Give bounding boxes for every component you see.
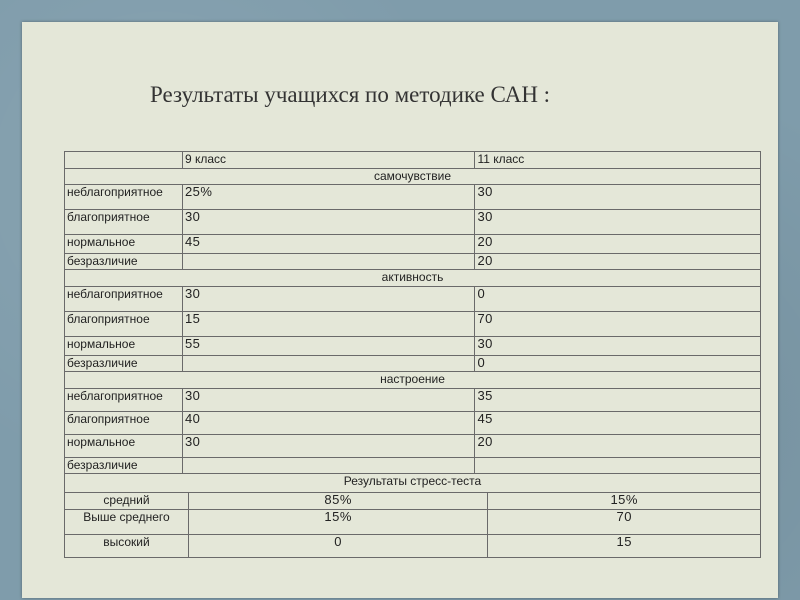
value-11-class: 15 — [488, 535, 761, 558]
value-11-class: 30 — [475, 210, 761, 235]
value-9-class: 30 — [182, 287, 474, 312]
value-11-class: 70 — [475, 312, 761, 337]
value-11-class: 15% — [488, 493, 761, 510]
row-label: благоприятное — [65, 412, 183, 435]
row-label: благоприятное — [65, 312, 183, 337]
value-11-class: 70 — [488, 510, 761, 535]
value-9-class: 15% — [188, 510, 487, 535]
value-9-class: 45 — [182, 235, 474, 254]
row-label: неблагоприятное — [65, 389, 183, 412]
value-11-class: 30 — [475, 185, 761, 210]
value-9-class: 0 — [188, 535, 487, 558]
section-row — [65, 372, 761, 389]
value-11-class: 20 — [475, 435, 761, 458]
value-9-class: 30 — [182, 210, 474, 235]
value-9-class: 55 — [182, 337, 474, 356]
row-label: неблагоприятное — [65, 287, 183, 312]
row-label: благоприятное — [65, 210, 183, 235]
value-9-class — [182, 254, 474, 270]
value-9-class — [182, 356, 474, 372]
value-9-class: 40 — [182, 412, 474, 435]
table-header-row — [65, 152, 761, 169]
section-row — [65, 169, 761, 185]
table-row — [65, 210, 761, 235]
row-label: нормальное — [65, 235, 183, 254]
value-11-class: 20 — [475, 235, 761, 254]
header-empty-cell — [65, 152, 183, 169]
section-title: настроение — [65, 372, 761, 389]
table-row — [65, 356, 761, 372]
page-title: Результаты учащихся по методике САН : — [150, 82, 551, 107]
value-11-class: 0 — [475, 356, 761, 372]
value-11-class: 35 — [475, 389, 761, 412]
table-row — [65, 337, 761, 356]
section-title: самочувствие — [65, 169, 761, 185]
row-label: нормальное — [65, 435, 183, 458]
row-label: безразличие — [65, 458, 183, 474]
row-label: безразличие — [65, 254, 183, 270]
row-label: высокий — [65, 535, 189, 558]
table-row — [65, 435, 761, 458]
table-row — [65, 389, 761, 412]
row-label: нормальное — [65, 337, 183, 356]
value-9-class: 30 — [182, 389, 474, 412]
table-row — [65, 535, 761, 558]
section-row — [65, 270, 761, 287]
row-label: Выше среднего — [65, 510, 189, 535]
row-label: неблагоприятное — [65, 185, 183, 210]
table-row — [65, 458, 761, 474]
row-label: средний — [65, 493, 189, 510]
row-label: безразличие — [65, 356, 183, 372]
section-title: Результаты стресс-теста — [65, 474, 761, 493]
value-9-class: 25% — [182, 185, 474, 210]
value-9-class — [182, 458, 474, 474]
table-row — [65, 185, 761, 210]
results-table — [64, 151, 761, 558]
table-row — [65, 312, 761, 337]
value-9-class: 30 — [182, 435, 474, 458]
table-row — [65, 510, 761, 535]
value-11-class: 20 — [475, 254, 761, 270]
section-row — [65, 474, 761, 493]
value-9-class: 15 — [182, 312, 474, 337]
header-11-class: 11 класс — [475, 152, 761, 169]
section-title: активность — [65, 270, 761, 287]
table-row — [65, 287, 761, 312]
table-row — [65, 254, 761, 270]
value-11-class: 30 — [475, 337, 761, 356]
table-row — [65, 412, 761, 435]
value-9-class: 85% — [188, 493, 487, 510]
value-11-class — [475, 458, 761, 474]
table-row — [65, 235, 761, 254]
value-11-class: 0 — [475, 287, 761, 312]
value-11-class: 45 — [475, 412, 761, 435]
table-row — [65, 493, 761, 510]
header-9-class: 9 класс — [182, 152, 474, 169]
